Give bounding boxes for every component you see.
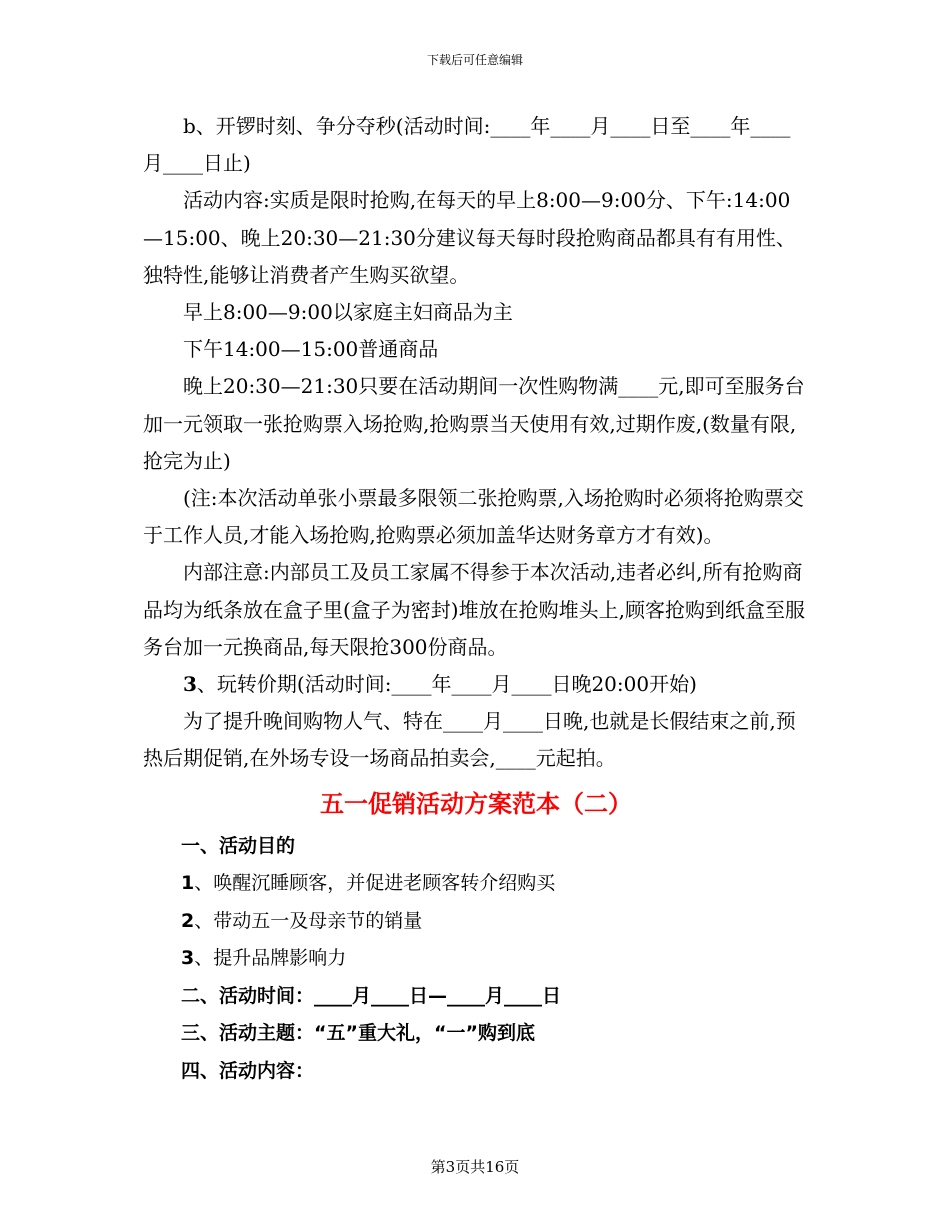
paragraph-morning-slot: 早上8:00—9:00以家庭主妇商品为主 [183, 300, 513, 325]
item-3-text: 、玩转价期(活动时间:____年____月____日晚20:00开始) [196, 672, 697, 697]
paragraph-internal-notice: 内部注意:内部员工及员工家属不得参于本次活动,违者必纠,所有抢购商品均为纸条放在盒子里(盒子为密封)堆放在抢购堆头上,顾客抢购到纸盒至服务台加一元换商品,每天限抢300份商品。 [143, 560, 805, 659]
goal-number-2: 2 [181, 909, 195, 932]
goal-text-2: 、带动五一及母亲节的销量 [194, 909, 423, 932]
goal-item-3 [143, 940, 809, 978]
section-title: 五一促销活动方案范本（二） [320, 789, 632, 818]
goal-text-1: 、唤醒沉睡顾客，并促进老顾客转介绍购买 [194, 872, 556, 895]
paragraph-note: (注:本次活动单张小票最多限领二张抢购票,入场抢购时必须将抢购票交于工作人员,才能入场抢购,抢购票必须加盖华达财务章方才有效)。 [143, 486, 804, 548]
goal-number-3: 3 [181, 947, 195, 970]
heading-activity-theme: 三、活动主题：“五”重大礼，“一”购到底 [181, 1022, 535, 1045]
paragraph-auction: 为了提升晚间购物人气、特在____月____日晚,也就是长假结束之前,预热后期促销,在外场专设一场商品拍卖会,____元起拍。 [143, 709, 796, 771]
heading-activity-content: 四、活动内容： [181, 1059, 315, 1082]
goal-item-2 [143, 903, 809, 941]
item-3-number: 3 [183, 672, 197, 697]
heading-activity-purpose: 一、活动目的 [181, 834, 296, 857]
paragraph-evening-slot: 晚上20:30—21:30只要在活动期间一次性购物满____元,即可至服务台加一元领取一张抢购票入场抢购,抢购票当天使用有效,过期作废,(数量有限,抢完为止) [143, 374, 805, 473]
goal-item-1 [143, 865, 809, 903]
goal-text-3: 、提升品牌影响力 [194, 947, 347, 970]
paragraph-activity-content: 活动内容:实质是限时抢购,在每天的早上8:00—9:00分、下午:14:00—15:00、晚上20:30—21:30分建议每天每时段抢购商品都具有有用性、独特性,能够让消费者产生购买欲望。 [143, 188, 796, 287]
document-body [143, 108, 809, 1090]
paragraph-afternoon-slot: 下午14:00—15:00普通商品 [183, 337, 439, 362]
page-header: 下载后可任意编辑 [426, 53, 523, 67]
page-footer: 第3页共16页 [430, 1158, 520, 1176]
item-3-price-period [143, 666, 809, 703]
paragraph-time-slot-b: b、开锣时刻、争分夺秒(活动时间:____年____月____日至____年____月____日止) [143, 114, 791, 176]
goal-number-1: 1 [181, 872, 195, 895]
heading-activity-time: 二、活动时间：____月____日—____月____日 [181, 984, 562, 1007]
